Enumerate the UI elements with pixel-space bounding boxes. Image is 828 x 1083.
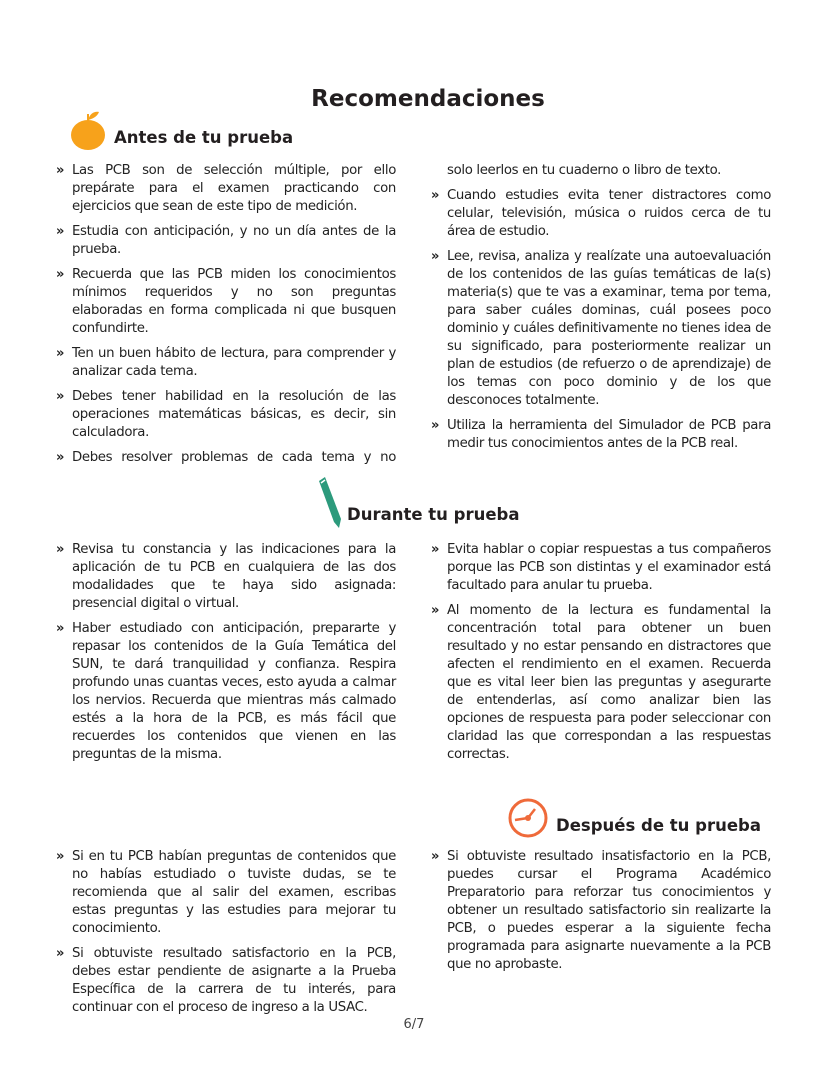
list-item: » Las PCB son de selección múltiple, por ello prepárate para el examen practicando con ejercicios que sean de este tipo de medición. [56,163,396,214]
list-item: » Si obtuviste resultado insatisfactorio en la PCB, puedes cursar el Programa Académico Preparatorio para reforzar tus conocimientos y obtener un resultado satisfactorio sin realizarte la PCB, o puedes esperar a la siguiente fecha programada para asignarte nuevamente a la PCB que no aprobaste. [431,849,771,972]
before-right-column [431,162,771,460]
list-item: » Debes tener habilidad en la resolución de las operaciones matemáticas básicas, es decir, sin calculadora. [56,389,396,440]
list-item: » Si en tu PCB habían preguntas de contenidos que no habías estudiado o tuviste dudas, se te recomienda que al salir del examen, escribas estas preguntas y las estudies para mejorar tu conocimiento. [56,849,396,936]
list-item: » Utiliza la herramienta del Simulador de PCB para medir tus conocimientos antes de la PCB real. [431,418,771,451]
list-item: » Haber estudiado con anticipación, prepararte y repasar los contenidos de la Guía Temática del SUN, te dará tranquilidad y confianza. Respira profundo unas cuantas veces, esto ayuda a calmar los nervios. Recuerda que mientras más calmado estés a la hora de la PCB, es más fácil que recuerdes los contenidos que vienen en las preguntas de la misma. [56,621,396,762]
page-number: 6/7 [403,1017,425,1032]
section-heading-during: Durante tu prueba [347,505,520,524]
list-item: » Ten un buen hábito de lectura, para comprender y analizar cada tema. [56,346,396,379]
before-left-column [56,162,396,474]
list-item: » Evita hablar o copiar respuestas a tus compañeros porque las PCB son distintas y el examinador está facultado para anular tu prueba. [431,542,771,593]
after-left-column [56,848,396,1024]
page-title: Recomendaciones [311,86,545,112]
pencil-icon [315,475,345,530]
list-item: » Recuerda que las PCB miden los conocimientos mínimos requeridos y no son preguntas elaboradas en forma complicada ni que busquen confundirte. [56,267,396,336]
apple-icon [68,108,108,150]
during-left-column [56,541,396,771]
list-item: » Revisa tu constancia y las indicaciones para la aplicación de tu PCB en cualquiera de las dos modalidades que te haya sido asignada: presencial digital o virtual. [56,542,396,611]
list-item: » Si obtuviste resultado satisfactorio en la PCB, debes estar pendiente de asignarte a la Prueba Específica de la carrera de tu interés, para continuar con el proceso de ingreso a la USAC. [56,946,396,1015]
list-item-continuation: solo leerlos en tu cuaderno o libro de texto. [447,163,722,178]
list-item: » Cuando estudies evita tener distractores como celular, televisión, música o ruidos cerca de tu área de estudio. [431,188,771,239]
clock-icon [506,796,550,840]
list-item: » Al momento de la lectura es fundamental la concentración total para obtener un buen resultado y no estar pensando en distractores que afecten el rendimiento en el examen. Recuerda que es vital leer bien las preguntas y asegurarte de entenderlas, así como analizar bien las opciones de respuesta para poder seleccionar con claridad las que correspondan a las respuestas correctas. [431,603,771,762]
list-item: » Lee, revisa, analiza y realízate una autoevaluación de los contenidos de las guías temáticas de la(s) materia(s) que te vas a examinar, tema por tema, para saber cuáles dominas, cuál posees poco dominio y cuáles definitivamente no tienes idea de su significado, para posteriormente realizar un plan de estudios (de refuerzo o de aprendizaje) de los temas con poco dominio y de los que desconoces totalmente. [431,249,771,408]
list-item: » Debes resolver problemas de cada tema y no [56,450,396,465]
during-right-column [431,541,771,771]
after-right-column [431,848,771,981]
list-item: » Estudia con anticipación, y no un día antes de la prueba. [56,224,396,257]
section-heading-after: Después de tu prueba [556,816,761,835]
section-heading-before: Antes de tu prueba [114,128,294,147]
